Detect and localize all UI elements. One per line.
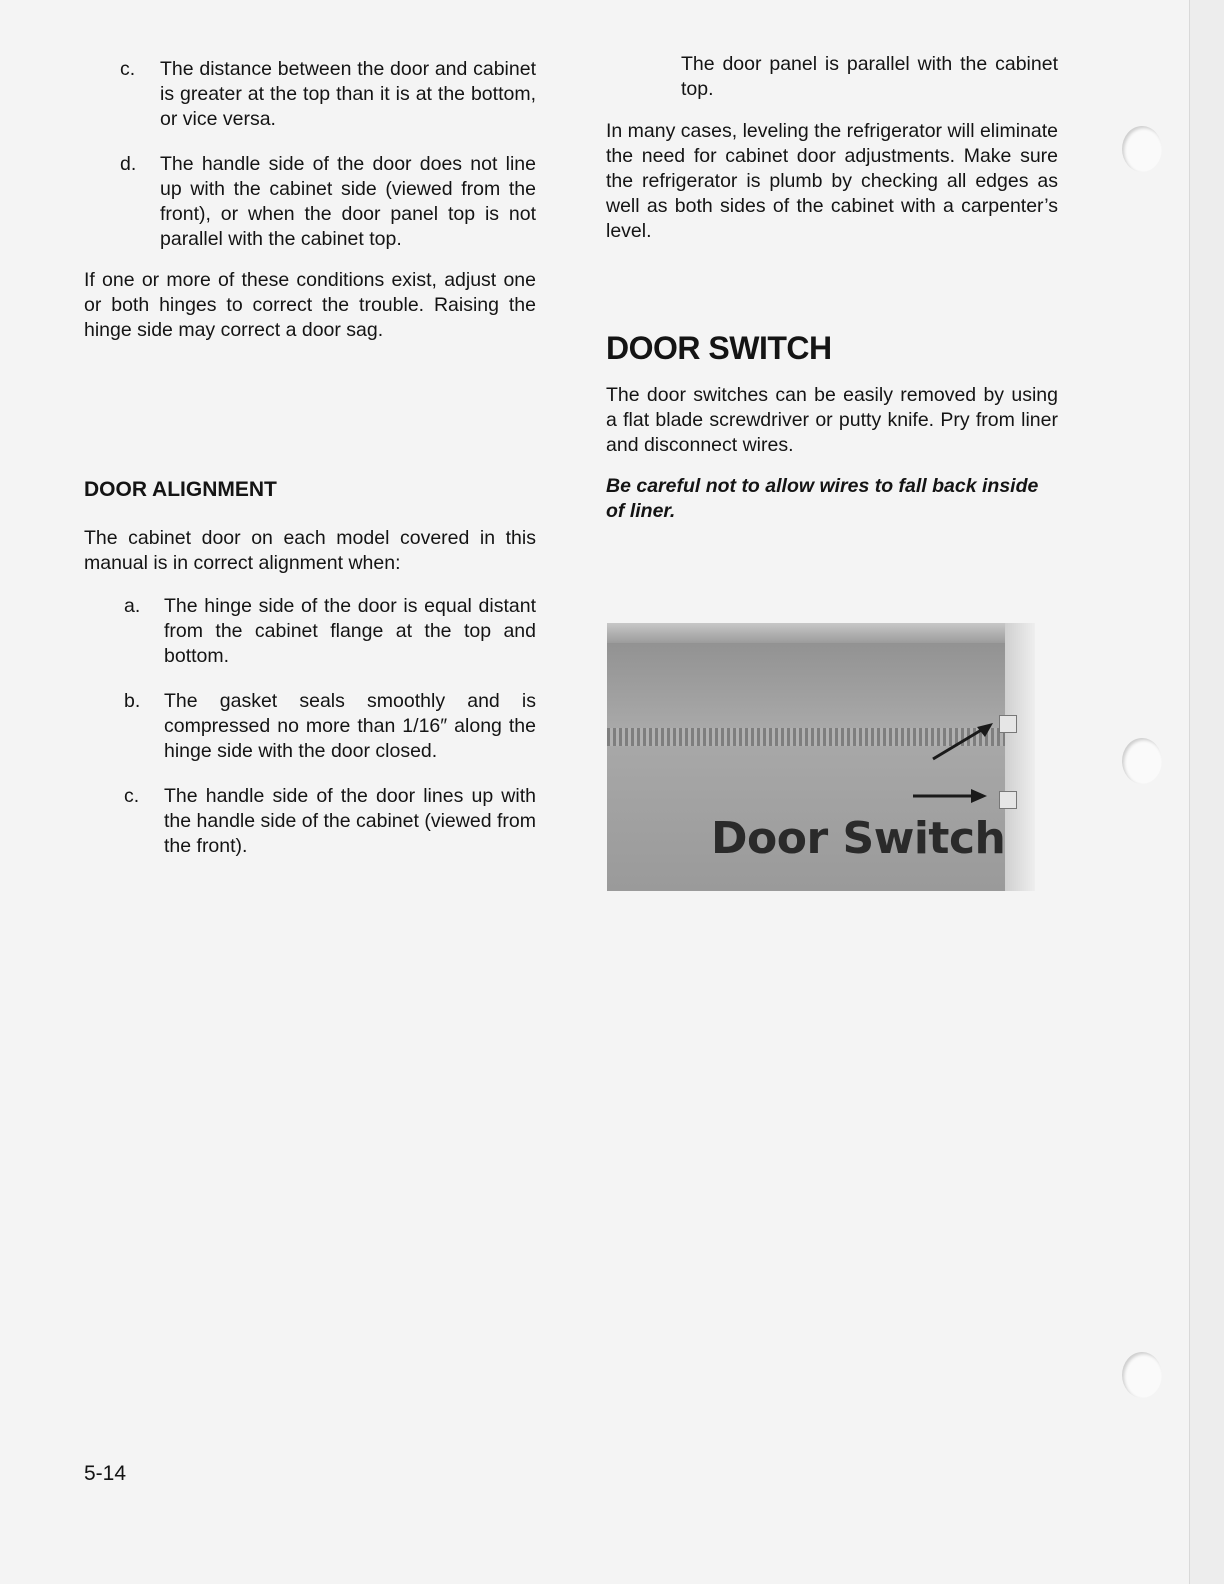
photo-label: Door Switch — [711, 813, 1006, 864]
list-item — [84, 689, 536, 764]
list-marker: b. — [124, 690, 141, 712]
list-item-text: The distance between the door and cabinet is greater at the top than it is at the bottom, or vice versa. — [160, 58, 536, 130]
door-alignment-heading: DOOR ALIGNMENT — [84, 478, 277, 501]
leveling-paragraph: In many cases, leveling the refrigerator will eliminate the need for cabinet door adjustments. Make sure the refrigerator is plumb by checking all edges as well as both sides of the cabinet with a carpenter’s level. — [606, 120, 1058, 242]
door-switch-section — [606, 330, 1058, 524]
list-item — [84, 784, 536, 859]
continuation-text: The door panel is parallel with the cabinet top. — [681, 53, 1058, 100]
conditions-paragraph: If one or more of these conditions exist, adjust one or both hinges to correct the trouble. Raising the hinge side may correct a door sag. — [84, 269, 536, 341]
list-item-text: The hinge side of the door is equal distant from the cabinet flange at the top and bottom. — [164, 595, 536, 667]
list-item-text: The gasket seals smoothly and is compressed no more than 1/16″ along the hinge side with the door closed. — [164, 690, 536, 762]
list-marker: c. — [124, 785, 140, 807]
door-alignment-section — [84, 477, 536, 879]
page-number: 5-14 — [84, 1462, 127, 1485]
left-column — [84, 57, 536, 343]
page-edge — [1189, 0, 1224, 1584]
punch-hole — [1122, 738, 1162, 784]
arrow-upper — [933, 729, 983, 759]
list-item-text: The handle side of the door does not line up with the cabinet side (viewed from the front), or when the door panel top is not parallel with the cabinet top. — [160, 153, 536, 250]
door-alignment-intro: The cabinet door on each model covered in this manual is in correct alignment when: — [84, 527, 536, 574]
list-item — [84, 594, 536, 669]
door-switch-body: The door switches can be easily removed by using a flat blade screwdriver or putty knife. Pry from liner and disconnect wires. — [606, 384, 1058, 456]
right-column — [606, 52, 1058, 244]
punch-hole — [1122, 1352, 1162, 1398]
list-item — [84, 57, 536, 132]
punch-hole — [1122, 126, 1162, 172]
arrow-lower-head — [971, 789, 987, 803]
list-item — [84, 152, 536, 252]
door-switch-heading: DOOR SWITCH — [606, 330, 832, 366]
list-marker: a. — [124, 595, 141, 617]
list-marker: c. — [120, 58, 136, 80]
arrow-upper-head — [977, 723, 993, 737]
list-marker: d. — [120, 153, 137, 175]
list-item-text: The handle side of the door lines up with the handle side of the cabinet (viewed from the front). — [164, 785, 536, 857]
caution-note: Be careful not to allow wires to fall back inside of liner. — [606, 475, 1039, 522]
door-switch-photo — [607, 623, 1035, 891]
